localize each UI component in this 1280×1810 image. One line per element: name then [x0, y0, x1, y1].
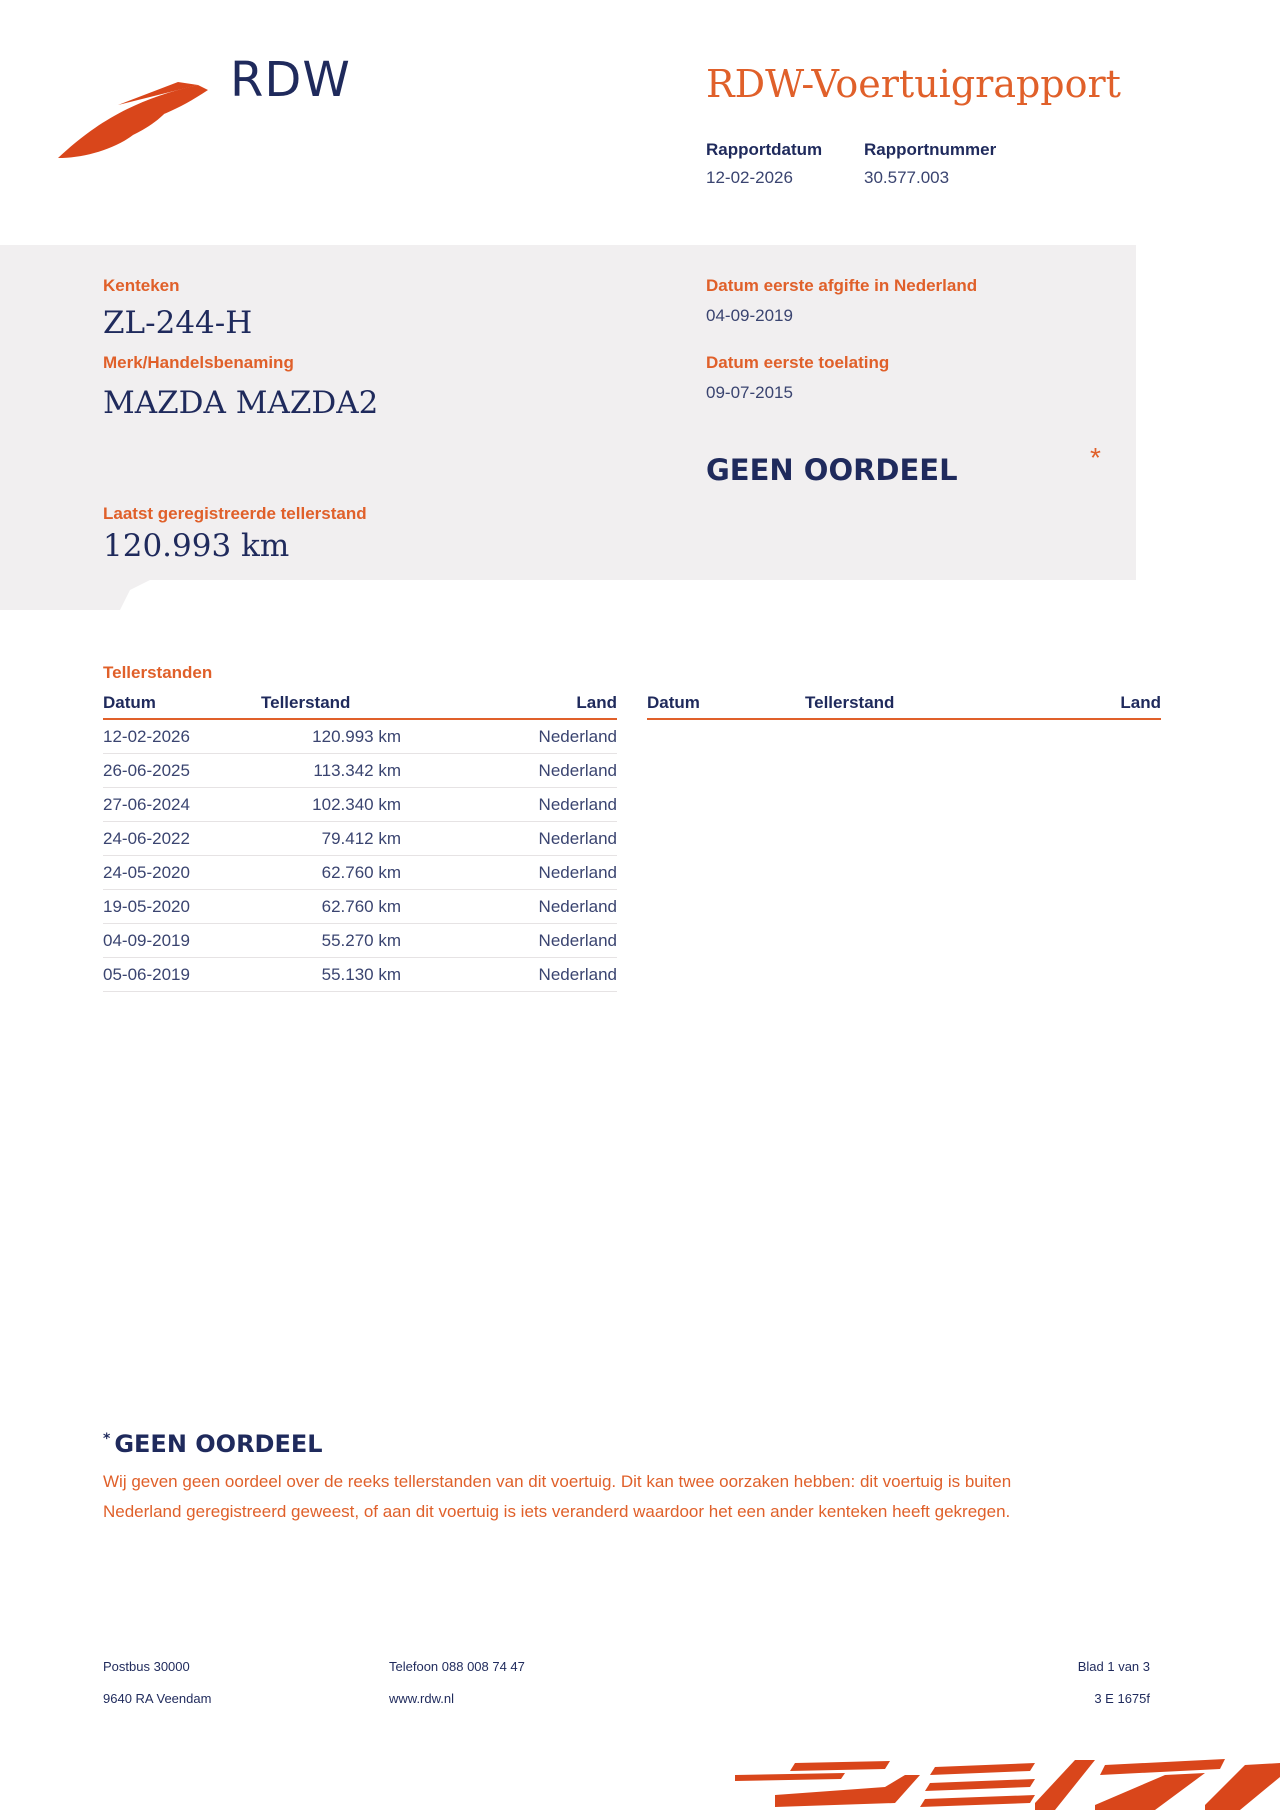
- row-date: 04-09-2019: [103, 924, 261, 958]
- panel-tail-decoration: [0, 580, 150, 610]
- table-row: [103, 719, 617, 754]
- footnote-title: [103, 1430, 323, 1458]
- table-row: [103, 958, 617, 992]
- make-label: Merk/Handelsbenaming: [103, 353, 294, 372]
- row-odometer: 120.993 km: [261, 719, 401, 754]
- footnote-marker: *: [103, 1431, 111, 1447]
- footer-phone: Telefoon 088 008 74 47: [389, 1659, 525, 1674]
- report-date-label: Rapportdatum: [706, 140, 823, 159]
- row-odometer: 55.130 km: [261, 958, 401, 992]
- row-country: Nederland: [401, 958, 617, 992]
- footer-stripes-decoration: [735, 1755, 1280, 1810]
- row-country: Nederland: [401, 719, 617, 754]
- report-date: 12-02-2026: [706, 168, 793, 187]
- last-odometer-value: 120.993 km: [103, 528, 290, 564]
- table-row: [103, 788, 617, 822]
- row-date: 24-05-2020: [103, 856, 261, 890]
- row-country: Nederland: [401, 822, 617, 856]
- row-date: 19-05-2020: [103, 890, 261, 924]
- plate-label: Kenteken: [103, 276, 180, 295]
- column-header-odometer: Tellerstand: [805, 690, 945, 719]
- first-nl-date-value: 04-09-2019: [706, 306, 793, 325]
- footer-address-line2: 9640 RA Veendam: [103, 1691, 212, 1706]
- footer-document-code: 3 E 1675f: [1094, 1691, 1150, 1706]
- column-header-odometer: Tellerstand: [261, 690, 401, 719]
- table-row: [103, 822, 617, 856]
- report-number-label: Rapportnummer: [864, 140, 997, 159]
- table-header-row: [647, 690, 1161, 719]
- odometer-table-right: [647, 690, 1161, 720]
- row-date: 12-02-2026: [103, 719, 261, 754]
- row-odometer: 102.340 km: [261, 788, 401, 822]
- footnote-text: Wij geven geen oordeel over de reeks tellerstanden van dit voertuig. Dit kan twee oorzaken hebben: dit voertuig is buiten Nederland geregistreerd geweest, of aan dit voertuig is iets veranderd waardoor het een ander kenteken heeft gekregen.: [103, 1472, 1012, 1521]
- column-header-country: Land: [401, 690, 617, 719]
- odometer-table-left: [103, 690, 617, 992]
- table-row: [103, 856, 617, 890]
- report-number: 30.577.003: [864, 168, 950, 187]
- row-country: Nederland: [401, 890, 617, 924]
- footer-page-number: Blad 1 van 3: [1077, 1659, 1150, 1674]
- row-date: 27-06-2024: [103, 788, 261, 822]
- first-nl-date-label: Datum eerste afgifte in Nederland: [706, 276, 978, 295]
- row-date: 26-06-2025: [103, 754, 261, 788]
- make-value: MAZDA MAZDA2: [103, 385, 379, 421]
- row-odometer: 55.270 km: [261, 924, 401, 958]
- last-odometer-label: Laatst geregistreerde tellerstand: [103, 504, 367, 523]
- row-odometer: 62.760 km: [261, 856, 401, 890]
- footnote-title-text: GEEN OORDEEL: [114, 1430, 323, 1458]
- column-header-country: Land: [945, 690, 1161, 719]
- verdict-status: GEEN OORDEEL: [706, 453, 958, 487]
- row-odometer: 62.760 km: [261, 890, 401, 924]
- plate-value: ZL-244-H: [103, 305, 253, 341]
- first-admission-value: 09-07-2015: [706, 383, 793, 402]
- report-title: RDW-Voertuigrapport: [706, 62, 1121, 106]
- footer-website: www.rdw.nl: [389, 1691, 455, 1706]
- row-odometer: 79.412 km: [261, 822, 401, 856]
- table-row: [103, 890, 617, 924]
- column-header-date: Datum: [647, 690, 805, 719]
- column-header-date: Datum: [103, 690, 261, 719]
- table-header-row: [103, 690, 617, 719]
- first-admission-label: Datum eerste toelating: [706, 353, 890, 372]
- row-country: Nederland: [401, 924, 617, 958]
- footer-address-line1: Postbus 30000: [103, 1659, 190, 1674]
- row-country: Nederland: [401, 754, 617, 788]
- brand-name: RDW: [230, 52, 351, 108]
- table-row: [103, 754, 617, 788]
- row-country: Nederland: [401, 856, 617, 890]
- verdict-footnote-marker: *: [1090, 442, 1101, 473]
- row-date: 05-06-2019: [103, 958, 261, 992]
- table-row: [103, 924, 617, 958]
- odometer-section-title: Tellerstanden: [103, 663, 213, 682]
- rdw-logo-icon: [58, 80, 208, 162]
- row-country: Nederland: [401, 788, 617, 822]
- row-date: 24-06-2022: [103, 822, 261, 856]
- row-odometer: 113.342 km: [261, 754, 401, 788]
